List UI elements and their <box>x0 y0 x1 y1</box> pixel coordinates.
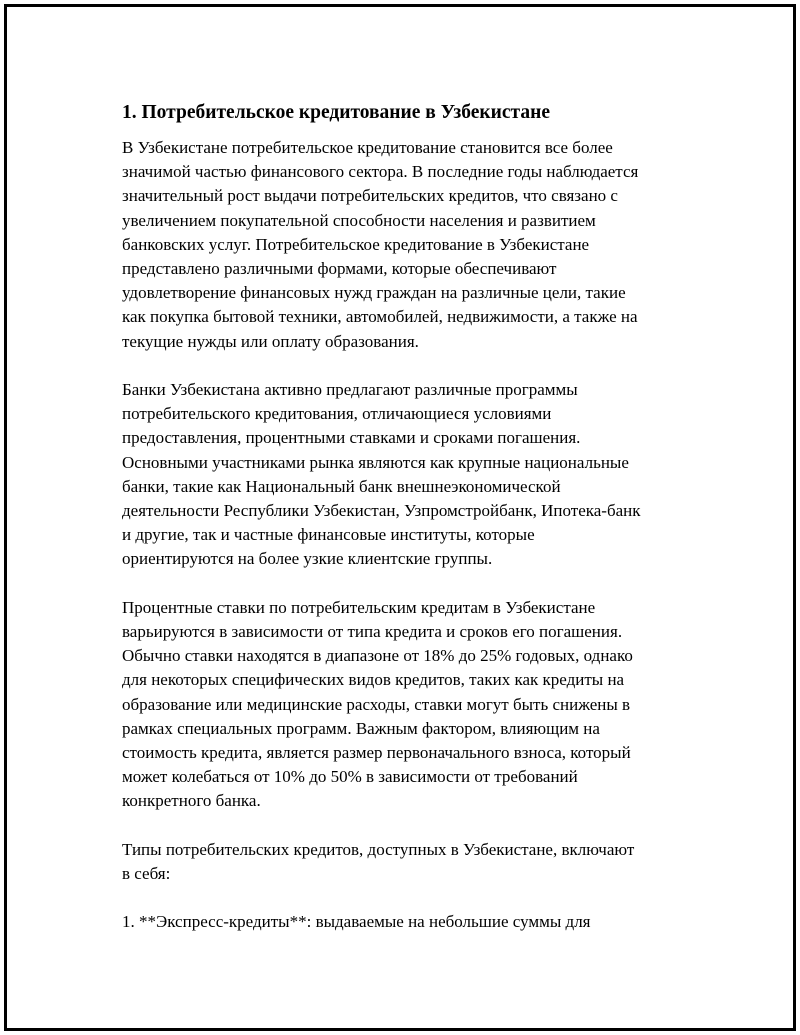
paragraph-2 <box>122 378 702 572</box>
text-line: В Узбекистане потребительское кредитование становится все более <box>122 138 613 157</box>
text-line: Банки Узбекистана активно предлагают различные программы <box>122 380 578 400</box>
document-body <box>122 100 702 959</box>
text-line: и другие, так и частные финансовые институты, которые <box>122 525 535 545</box>
text-line: значимой частью финансового сектора. В последние годы наблюдается <box>122 162 639 182</box>
paragraph-1 <box>122 136 702 354</box>
text-line: текущие нужды или оплату образования. <box>122 331 419 351</box>
text-line: может колебаться от 10% до 50% в зависимости от требований <box>122 767 578 787</box>
text-line: банки, такие как Национальный банк внешнеэкономической <box>122 476 561 496</box>
text-line: в себя: <box>122 864 171 884</box>
text-line: деятельности Республики Узбекистан, Узпромстройбанк, Ипотека-банк <box>122 501 641 521</box>
text-line: образование или медицинские расходы, ставки могут быть снижены в <box>122 694 631 714</box>
text-line: представлено различными формами, которые обеспечивают <box>122 259 557 279</box>
page-frame <box>4 4 796 1031</box>
text-line: рамках специальных программ. Важным фактором, влияющим на <box>122 718 600 738</box>
text-line: значительный рост выдачи потребительских кредитов, что связано с <box>122 186 618 206</box>
text-line: 1. **Экспресс-кредиты**: выдаваемые на небольшие суммы для <box>122 912 591 932</box>
text-line: ориентируются на более узкие клиентские группы. <box>122 549 493 569</box>
text-line: варьируются в зависимости от типа кредита и сроков его погашения. <box>122 622 623 642</box>
section-heading: 1. Потребительское кредитование в Узбекистане <box>122 102 550 123</box>
text-line: потребительского кредитования, отличающиеся условиями <box>122 404 552 424</box>
text-line: стоимость кредита, является размер первоначального взноса, который <box>122 743 631 763</box>
paragraph-4 <box>122 838 702 886</box>
text-line: для некоторых специфических видов кредитов, таких как кредиты на <box>122 670 625 690</box>
text-line: банковских услуг. Потребительское кредитование в Узбекистане <box>122 234 590 254</box>
text-line: как покупка бытовой техники, автомобилей, недвижимости, а также на <box>122 307 638 327</box>
text-line: Основными участниками рынка являются как крупные национальные <box>122 452 629 472</box>
text-line: конкретного банка. <box>122 791 261 811</box>
text-line: Типы потребительских кредитов, доступных в Узбекистане, включают <box>122 839 635 859</box>
list-item-1 <box>122 910 702 934</box>
paragraph-3 <box>122 596 702 814</box>
text-line: Процентные ставки по потребительским кредитам в Узбекистане <box>122 597 596 617</box>
text-line: удовлетворение финансовых нужд граждан на различные цели, такие <box>122 283 626 303</box>
text-line: увеличением покупательной способности населения и развитием <box>122 210 596 230</box>
text-line: Обычно ставки находятся в диапазоне от 18% до 25% годовых, однако <box>122 646 633 666</box>
text-line: предоставления, процентными ставками и сроками погашения. <box>122 428 581 448</box>
